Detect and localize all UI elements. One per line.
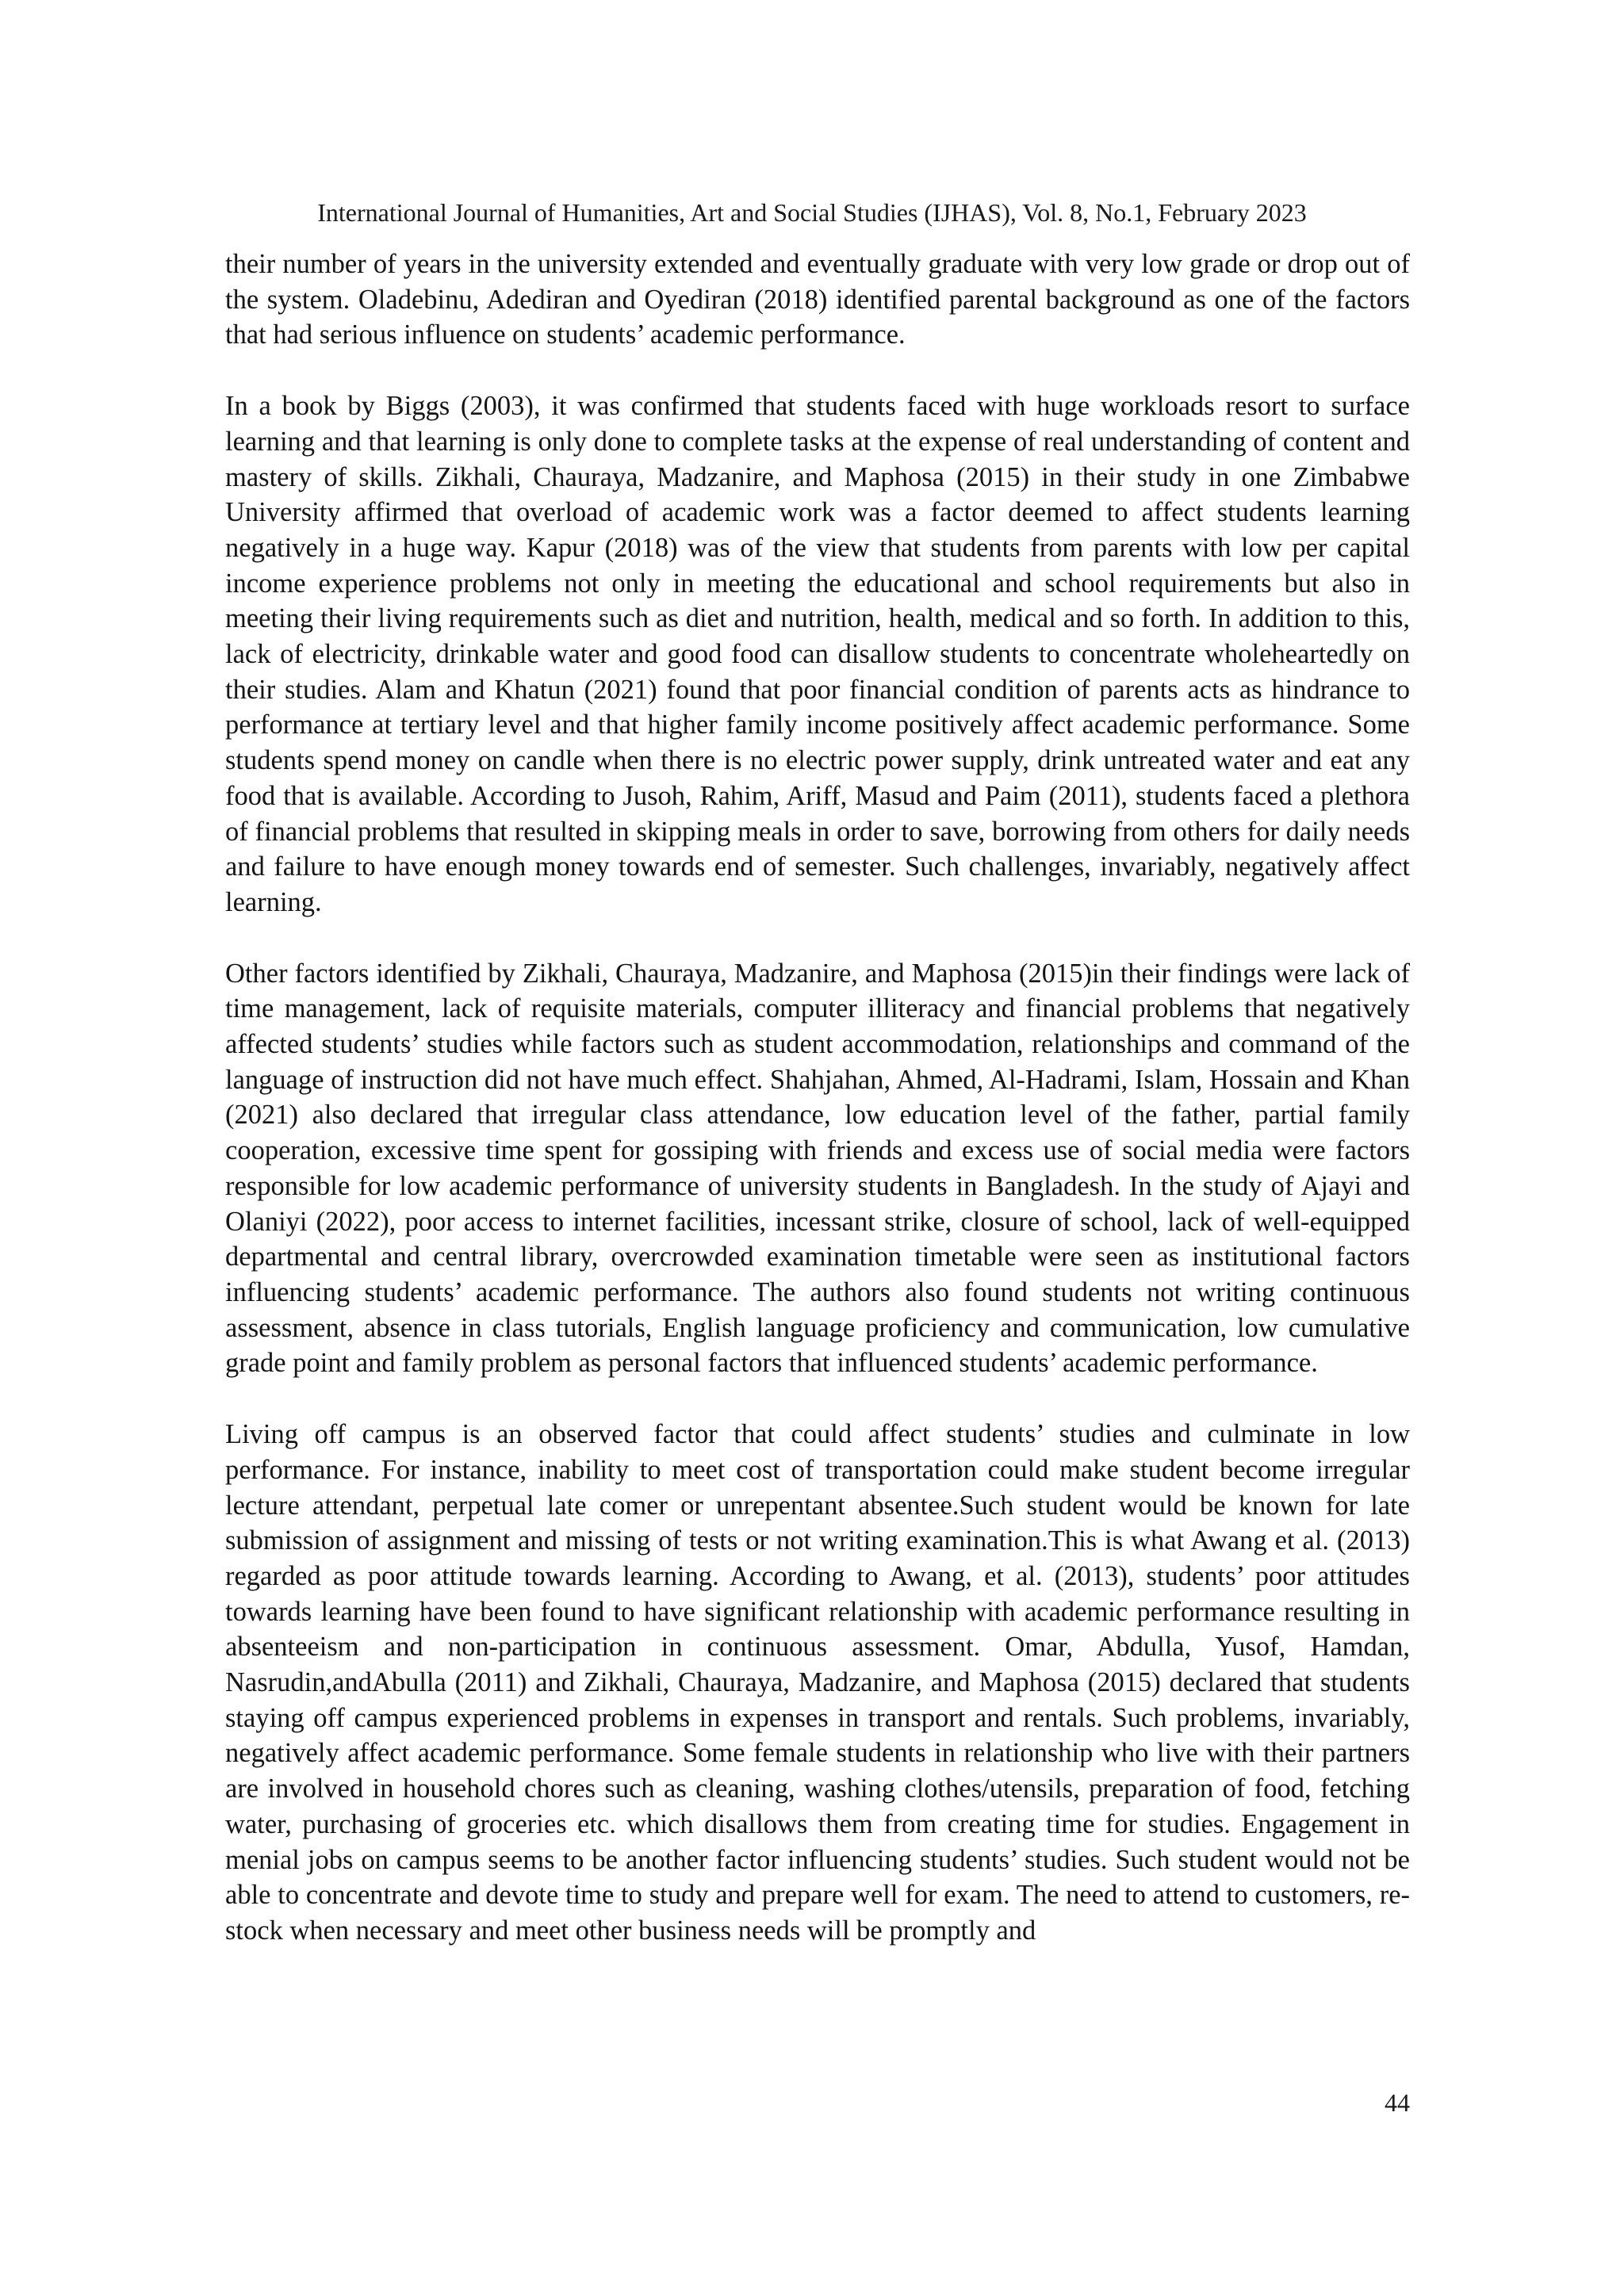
paragraph-2: In a book by Biggs (2003), it was confirmed that students faced with huge workloads resort to surface learning and that learning is only done to complete tasks at the expense of real understanding of content and mastery of skills. Zikhali, Chauraya, Madzanire, and Maphosa (2015) in their study in one Zimbabwe University affirmed that overload of academic work was a factor deemed to affect students learning negatively in a huge way. Kapur (2018) was of the view that students from parents with low per capital income experience problems not only in meeting the educational and school requirements but also in meeting their living requirements such as diet and nutrition, health, medical and so forth. In addition to this, lack of electricity, drinkable water and good food can disallow students to concentrate wholeheartedly on their studies. Alam and Khatun (2021) found that poor financial condition of parents acts as hindrance to performance at tertiary level and that higher family income positively affect academic performance. Some students spend money on candle when there is no electric power supply, drink untreated water and eat any food that is available. According to Jusoh, Rahim, Ariff, Masud and Paim (2011), students faced a plethora of financial problems that resulted in skipping meals in order to save, borrowing from others for daily needs and failure to have enough money towards end of semester. Such challenges, invariably, negatively affect learning. bbox=[225, 391, 1410, 917]
body-text bbox=[225, 247, 1410, 1984]
paragraph-3: Other factors identified by Zikhali, Chauraya, Madzanire, and Maphosa (2015)in their findings were lack of time management, lack of requisite materials, computer illiteracy and financial problems that negatively affected students’ studies while factors such as student accommodation, relationships and command of the language of instruction did not have much effect. Shahjahan, Ahmed, Al-Hadrami, Islam, Hossain and Khan (2021) also declared that irregular class attendance, low education level of the father, partial family cooperation, excessive time spent for gossiping with friends and excess use of social media were factors responsible for low academic performance of university students in Bangladesh. In the study of Ajayi and Olaniyi (2022), poor access to internet facilities, incessant strike, closure of school, lack of well-equipped departmental and central library, overcrowded examination timetable were seen as institutional factors influencing students’ academic performance. The authors also found students not writing continuous assessment, absence in class tutorials, English language proficiency and communication, low cumulative grade point and family problem as personal factors that influenced students’ academic performance. bbox=[225, 958, 1410, 1379]
running-header: International Journal of Humanities, Art and Social Studies (IJHAS), Vol. 8, No.1, February 2023 bbox=[317, 198, 1307, 227]
page-number: 44 bbox=[1385, 2088, 1410, 2117]
paragraph-4: Living off campus is an observed factor that could affect students’ studies and culminate in low performance. For instance, inability to meet cost of transportation could make student become irregular lecture attendant, perpetual late comer or unrepentant absentee.Such student would be known for late submission of assignment and missing of tests or not writing examination.This is what Awang et al. (2013) regarded as poor attitude towards learning. According to Awang, et al. (2013), students’ poor attitudes towards learning have been found to have significant relationship with academic performance resulting in absenteeism and non-participation in continuous assessment. Omar, Abdulla, Yusof, Hamdan, Nasrudin,andAbulla (2011) and Zikhali, Chauraya, Madzanire, and Maphosa (2015) declared that students staying off campus experienced problems in expenses in transport and rentals. Such problems, invariably, negatively affect academic performance. Some female students in relationship who live with their partners are involved in household chores such as cleaning, washing clothes/utensils, preparation of food, fetching water, purchasing of groceries etc. which disallows them from creating time for studies. Engagement in menial jobs on campus seems to be another factor influencing students’ studies. Such student would not be able to concentrate and devote time to study and prepare well for exam. The need to attend to customers, re-stock when necessary and meet other business needs will be promptly and bbox=[225, 1419, 1410, 1946]
paragraph-1: their number of years in the university extended and eventually graduate with very low grade or drop out of the system. Oladebinu, Adediran and Oyediran (2018) identified parental background as one of the factors that had serious influence on students’ academic performance. bbox=[225, 249, 1410, 350]
